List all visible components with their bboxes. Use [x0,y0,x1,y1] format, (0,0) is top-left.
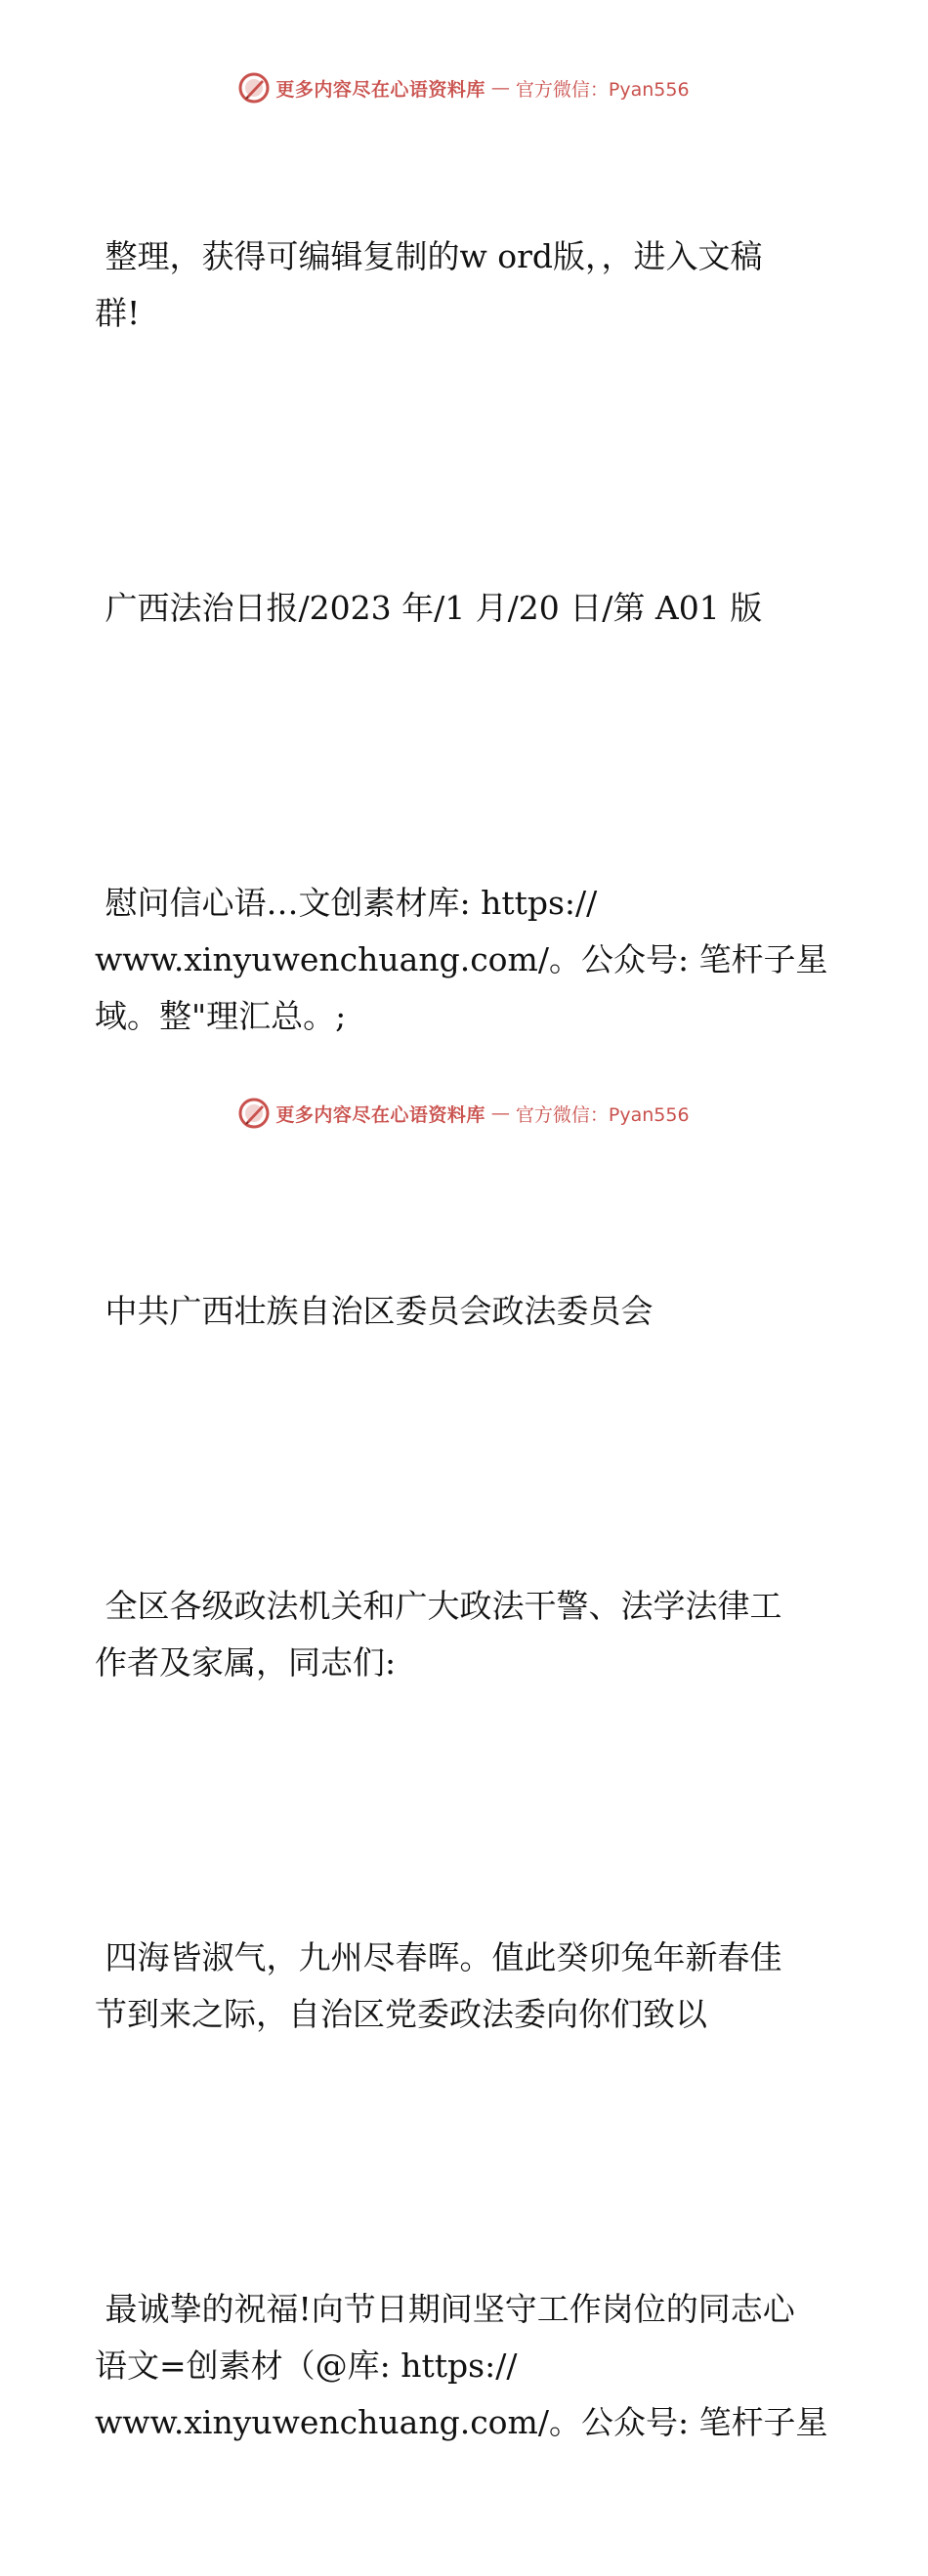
banner-text: 更多内容尽在心语资料库 [275,1103,485,1126]
text-line: 全区各级政法机关和广大政法干警、法学法律工 [95,1587,782,1625]
text-line: 节到来之际，自治区党委政法委向你们致以 [95,1995,707,2033]
text-line: 慰问信心语…文创素材库: https:// [95,884,598,922]
text-line: 域。整"理汇总。; [95,997,347,1035]
text-line: www.xinyuwenchuang.com/。公众号: 笔杆子星 [95,2403,828,2441]
text-line: 四海皆淑气，九州尽春晖。值此癸卯兔年新春佳 [95,1938,782,1976]
paragraph [95,467,837,750]
text-line: 整理，获得可编辑复制的w ord版，，进入文稿 [95,237,763,275]
footer-banner [0,1094,928,1133]
text-line: 语文=创素材（@库: https:// [95,2347,518,2385]
paragraph [95,115,837,455]
paragraph [95,1816,837,2156]
text-line: 群! [95,294,141,332]
banner-text: 更多内容尽在心语资料库 [275,78,485,101]
pen-logo-icon [238,72,270,104]
banner-wechat: 官方微信：Pyan556 [515,78,690,101]
banner-separator: — [490,77,510,99]
text-line: www.xinyuwenchuang.com/。公众号: 笔杆子星 [95,940,828,978]
banner-separator: — [490,1102,510,1124]
text-line: 中共广西壮族自治区委员会政法委员会 [95,1292,654,1330]
header-banner [0,68,928,107]
paragraph [95,1465,837,1805]
paragraph [95,1170,837,1453]
banner-wechat: 官方微信：Pyan556 [515,1103,690,1126]
text-line: 最诚挚的祝福!向节日期间坚守工作岗位的同志心 [95,2290,795,2328]
text-line: 作者及家属，同志们: [95,1643,397,1682]
text-line: 广西法治日报/2023 年/1 月/20 日/第 A01 版 [95,589,763,627]
document-body [95,115,837,2576]
paragraph [95,2168,837,2564]
pen-logo-icon [238,1098,270,1129]
